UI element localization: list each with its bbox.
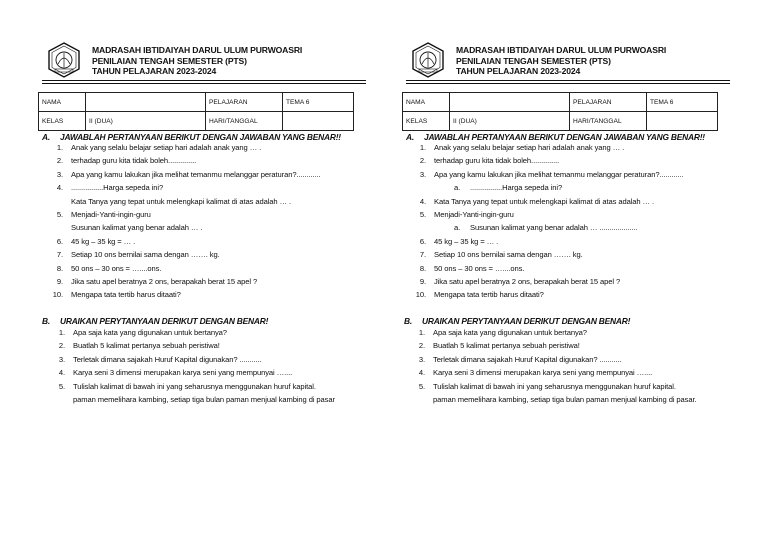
section-b-letter: B.: [404, 316, 412, 326]
list-item: 9. Jika satu apel beratnya 2 ons, berapakah berat 15 apel ?: [56, 276, 258, 286]
student-info-table: [38, 92, 354, 131]
pelajaran-label: PELAJARAN: [206, 93, 283, 112]
list-item: 3. Apa yang kamu lakukan jika melihat temanmu melanggar peraturan?............: [56, 169, 321, 179]
list-item: 4. Kata Tanya yang tepat untuk melengkapi kalimat di atas adalah … .: [419, 196, 655, 206]
school-name: MADRASAH IBTIDAIYAH DARUL ULUM PURWOASRI: [456, 45, 667, 55]
list-item: 5. Tulislah kalimat di bawah ini yang seharusnya menggunakan huruf kapital.: [58, 381, 316, 391]
section-a-letter: A.: [42, 132, 50, 142]
list-item: 1. Anak yang selalu belajar setiap hari adalah anak yang … .: [56, 143, 262, 152]
section-b-letter: B.: [42, 316, 50, 326]
header-rule-thin: [42, 83, 366, 84]
list-item: 7. Setiap 10 ons bernilai sama dengan ……. kg.: [56, 250, 220, 260]
list-item: 2. Buatlah 5 kalimat pertanya sebuah peristiwa!: [418, 341, 580, 351]
kelas-label: KELAS: [39, 112, 86, 131]
kelas-value: II (DUA): [450, 112, 570, 131]
list-item: 8. 50 ons – 30 ons = …....ons.: [56, 263, 162, 273]
exam-name: PENILAIAN TENGAH SEMESTER (PTS): [456, 55, 611, 66]
madrasah-logo-icon: [410, 42, 446, 78]
hari-tanggal-label: HARI/TANGGAL: [570, 112, 647, 131]
hari-tanggal-field[interactable]: [647, 112, 718, 131]
school-header: [92, 45, 302, 77]
kelas-value: II (DUA): [86, 112, 206, 131]
hari-tanggal-label: HARI/TANGGAL: [206, 112, 283, 131]
list-item: 4. ................Harga sepeda ini?: [56, 183, 164, 193]
kelas-label: KELAS: [403, 112, 450, 131]
list-item: 3. Terletak dimana sajakah Huruf Kapital digunakan? ...........: [58, 354, 262, 364]
nama-field[interactable]: [450, 93, 570, 112]
section-b-title: URAIKAN PERYTANYAAN DERIKUT DENGAN BENAR!: [60, 316, 269, 326]
pelajaran-value: TEMA 6: [283, 93, 354, 112]
student-info-table: [402, 92, 718, 131]
question-list-b: [418, 326, 697, 406]
school-header: [456, 45, 666, 77]
question-list-a: [415, 141, 684, 302]
list-item: 4. Karya seni 3 dimensi merupakan karya seni yang mempunyai …....: [58, 368, 293, 378]
list-item: 8. 50 ons – 30 ons = …....ons.: [419, 263, 525, 273]
header-rule-thin: [406, 83, 730, 84]
list-item: a. ................Harga sepeda ini?: [454, 183, 563, 193]
list-item: 4. Karya seni 3 dimensi merupakan karya seni yang mempunyai …....: [418, 368, 653, 378]
question-list-a: [52, 141, 321, 302]
list-item: 9. Jika satu apel beratnya 2 ons, berapakah berat 15 apel ?: [419, 276, 621, 286]
exam-sheet-right: [392, 0, 762, 543]
nama-label: NAMA: [39, 93, 86, 112]
nama-label: NAMA: [403, 93, 450, 112]
exam-sheet-left: [28, 0, 398, 543]
list-item: paman memelihara kambing, setiap tiga bulan paman menjual kambing di pasar: [73, 394, 335, 404]
list-item: 1. Anak yang selalu belajar setiap hari adalah anak yang … .: [419, 143, 625, 152]
list-item: 10. Mengapa tata tertib harus ditaati?: [52, 290, 181, 300]
section-a-letter: A.: [406, 132, 414, 142]
school-name: MADRASAH IBTIDAIYAH DARUL ULUM PURWOASRI: [92, 45, 303, 55]
academic-year: TAHUN PELAJARAN 2023-2024: [92, 66, 217, 76]
list-item: 3. Terletak dimana sajakah Huruf Kapital digunakan? ...........: [418, 354, 622, 364]
list-item: 2. terhadap guru kita tidak boleh..............: [56, 156, 197, 166]
list-item: 6. 45 kg – 35 kg = … .: [419, 236, 499, 246]
madrasah-logo-icon: [46, 42, 82, 78]
section-a-title: JAWABLAH PERTANYAAN BERIKUT DENGAN JAWABAN YANG BENAR!!: [60, 132, 341, 142]
section-b-title: URAIKAN PERYTANYAAN DERIKUT DENGAN BENAR!: [422, 316, 631, 326]
list-item: 10. Mengapa tata tertib harus ditaati?: [415, 290, 544, 300]
hari-tanggal-field[interactable]: [283, 112, 354, 131]
pelajaran-label: PELAJARAN: [570, 93, 647, 112]
header-rule-thick: [406, 80, 730, 81]
list-item: Kata Tanya yang tepat untuk melengkapi kalimat di atas adalah … .: [71, 196, 292, 206]
header-rule-thick: [42, 80, 366, 81]
list-item: 3. Apa yang kamu lakukan jika melihat temanmu melanggar peraturan?............: [419, 169, 684, 179]
nama-field[interactable]: [86, 93, 206, 112]
list-item: a. Susunan kalimat yang benar adalah … ...................: [454, 223, 638, 233]
list-item: 2. terhadap guru kita tidak boleh..............: [419, 156, 560, 166]
list-item: 1. Apa saja kata yang digunakan untuk bertanya?: [418, 328, 587, 337]
exam-name: PENILAIAN TENGAH SEMESTER (PTS): [92, 55, 247, 66]
list-item: paman memelihara kambing, setiap tiga bulan paman menjual kambing di pasar.: [433, 394, 697, 404]
question-list-b: [58, 326, 335, 406]
list-item: 5. Tulislah kalimat di bawah ini yang seharusnya menggunakan huruf kapital.: [418, 381, 676, 391]
list-item: 5. Menjadi-Yanti-ingin-guru: [419, 209, 514, 219]
list-item: 2. Buatlah 5 kalimat pertanya sebuah peristiwa!: [58, 341, 220, 351]
list-item: 6. 45 kg – 35 kg = … .: [56, 236, 136, 246]
list-item: 5. Menjadi-Yanti-ingin-guru: [56, 209, 151, 219]
list-item: 7. Setiap 10 ons bernilai sama dengan ……. kg.: [419, 250, 583, 260]
pelajaran-value: TEMA 6: [647, 93, 718, 112]
section-b-heading: [404, 316, 630, 326]
list-item: 1. Apa saja kata yang digunakan untuk bertanya?: [58, 328, 227, 337]
list-item: Susunan kalimat yang benar adalah … .: [71, 223, 203, 233]
academic-year: TAHUN PELAJARAN 2023-2024: [456, 66, 581, 76]
section-a-title: JAWABLAH PERTANYAAN BERIKUT DENGAN JAWABAN YANG BENAR!!: [424, 132, 705, 142]
section-b-heading: [42, 316, 268, 326]
